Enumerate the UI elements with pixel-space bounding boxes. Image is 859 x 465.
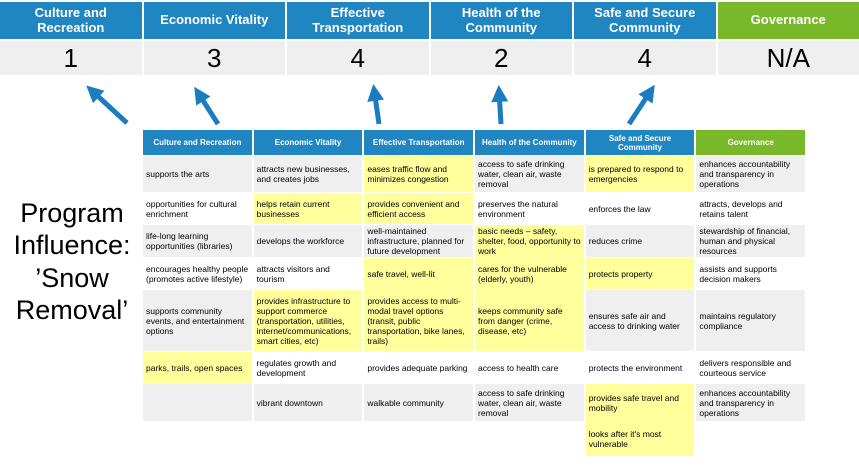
matrix-cell <box>586 290 695 351</box>
matrix-cell <box>143 258 252 289</box>
matrix-cell <box>254 193 363 224</box>
matrix-cell-text: protects property <box>588 268 653 279</box>
matrix-row <box>143 156 805 192</box>
matrix-cell <box>475 352 584 383</box>
matrix-cell-text: keeps community safe from danger (crime, disease, etc) <box>478 305 563 336</box>
matrix-cell-text: attracts new businesses, and creates jobs <box>256 164 350 184</box>
matrix-cell <box>696 156 805 192</box>
matrix-cell <box>696 422 805 456</box>
matrix-cell-text: enforces the law <box>588 203 651 214</box>
matrix-cell-text: regulates growth and development <box>256 357 337 378</box>
matrix-cell <box>254 156 363 192</box>
matrix-cell-text: provides convenient and efficient access <box>367 198 460 219</box>
matrix-cell <box>586 193 695 224</box>
matrix-cell-text: eases traffic flow and minimizes congestion <box>367 164 449 184</box>
matrix-header-health-of-the-community: Health of the Community <box>475 130 584 155</box>
matrix-cell-text: cares for the vulnerable (elderly, youth) <box>478 263 567 284</box>
matrix-cell-text: opportunities for cultural enrichment <box>146 198 237 219</box>
matrix-cell-text: walkable community <box>367 397 444 408</box>
matrix-cell-text: helps retain current businesses <box>256 198 330 219</box>
matrix-cell-text: supports the arts <box>146 169 210 179</box>
matrix-cell <box>364 384 473 421</box>
matrix-cell <box>475 290 584 351</box>
matrix-cell-text: develops the workforce <box>256 236 345 246</box>
arrow-up-icon <box>499 90 501 124</box>
matrix-cell-text: life-long learning opportunities (libraries) <box>146 231 233 251</box>
matrix-cell <box>475 258 584 289</box>
matrix-cell <box>696 290 805 351</box>
matrix-header-row <box>143 130 805 155</box>
matrix-header-safe-and-secure-community: Safe and Secure Community <box>586 130 695 155</box>
matrix-cell-text: assists and supports decision makers <box>699 263 777 284</box>
matrix-cell-text: looks after it's most vulnerable <box>588 429 662 449</box>
matrix-cell-text: provides adequate parking <box>367 362 468 373</box>
matrix-cell <box>475 384 584 421</box>
matrix-cell <box>143 193 252 224</box>
matrix-row <box>143 384 805 421</box>
matrix-cell-text: attracts visitors and tourism <box>256 263 330 284</box>
matrix-cell-text: maintains regulatory compliance <box>699 310 776 331</box>
summary-score-table <box>0 2 859 75</box>
summary-header-safe-and-secure-community: Safe and Secure Community <box>574 2 716 39</box>
matrix-row <box>143 352 805 383</box>
matrix-cell-text: access to safe drinking water, clean air, waste removal <box>478 387 565 418</box>
matrix-cell <box>586 422 695 456</box>
matrix-cell-text: provides access to multi-modal travel options (transit, public transportation, bike lanes, trails) <box>367 295 465 346</box>
matrix-cell-text: preserves the natural environment <box>478 198 558 219</box>
matrix-cell <box>475 193 584 224</box>
matrix-cell <box>364 352 473 383</box>
matrix-cell <box>696 193 805 224</box>
matrix-row <box>143 258 805 289</box>
summary-score-health-of-the-community: 2 <box>431 41 573 75</box>
matrix-cell-text: access to health care <box>478 362 559 373</box>
matrix-header-governance: Governance <box>696 130 805 155</box>
matrix-cell <box>586 384 695 421</box>
arrow-up-icon <box>374 89 379 124</box>
matrix-cell-text: is prepared to respond to emergencies <box>588 164 684 184</box>
summary-score-culture-and-recreation: 1 <box>0 41 142 75</box>
matrix-cell-text: enhances accountability and transparency in operations <box>699 159 791 189</box>
matrix-cell <box>475 422 584 456</box>
matrix-cell <box>586 225 695 257</box>
matrix-cell-text: parks, trails, open spaces <box>146 362 243 373</box>
matrix-cell <box>475 225 584 257</box>
matrix-cell <box>696 384 805 421</box>
summary-header-health-of-the-community: Health of the Community <box>431 2 573 39</box>
matrix-cell <box>586 258 695 289</box>
matrix-cell <box>586 352 695 383</box>
matrix-cell <box>364 258 473 289</box>
matrix-cell-text: basic needs – safety, shelter, food, opportunity to work <box>478 226 581 256</box>
matrix-cell <box>364 422 473 456</box>
matrix-cell <box>143 225 252 257</box>
matrix-cell <box>364 290 473 351</box>
matrix-cell-text: enhances accountability and transparency in operations <box>699 387 791 418</box>
matrix-cell <box>475 156 584 192</box>
matrix-cell-text: access to safe drinking water, clean air, waste removal <box>478 159 565 189</box>
matrix-cell <box>364 156 473 192</box>
summary-header-row <box>0 2 859 39</box>
matrix-row <box>143 422 805 456</box>
summary-score-governance: N/A <box>718 41 859 75</box>
arrow-up-icon <box>90 89 127 123</box>
matrix-row <box>143 193 805 224</box>
summary-score-effective-transportation: 4 <box>287 41 429 75</box>
matrix-cell-text: protects the environment <box>588 362 683 373</box>
matrix-cell-text: well-maintained infrastructure, planned for future development <box>367 226 465 256</box>
matrix-cell-text: encourages healthy people (promotes active lifestyle) <box>146 263 249 284</box>
arrow-up-icon <box>197 91 218 124</box>
matrix-row <box>143 290 805 351</box>
summary-score-economic-vitality: 3 <box>144 41 286 75</box>
arrow-up-icon <box>629 89 652 124</box>
matrix-cell <box>364 225 473 257</box>
matrix-cell <box>364 193 473 224</box>
program-influence-title: Program Influence: ’Snow Removal’ <box>13 198 131 326</box>
matrix-cell <box>254 225 363 257</box>
matrix-cell <box>143 384 252 421</box>
matrix-cell <box>254 384 363 421</box>
matrix-cell <box>143 156 252 192</box>
matrix-header-effective-transportation: Effective Transportation <box>364 130 473 155</box>
matrix-cell-text: delivers responsible and courteous service <box>699 357 792 378</box>
matrix-cell-text: vibrant downtown <box>256 397 323 408</box>
influence-arrows <box>0 75 859 133</box>
matrix-body <box>143 156 805 456</box>
matrix-cell <box>696 258 805 289</box>
matrix-cell-text: stewardship of financial, human and physical resources <box>699 226 791 256</box>
matrix-cell <box>143 352 252 383</box>
matrix-cell <box>254 258 363 289</box>
matrix-header-culture-and-recreation: Culture and Recreation <box>143 130 252 155</box>
matrix-cell <box>254 352 363 383</box>
matrix-row <box>143 225 805 257</box>
summary-header-culture-and-recreation: Culture and Recreation <box>0 2 142 39</box>
matrix-cell-text: attracts, develops and retains talent <box>699 198 783 219</box>
summary-header-effective-transportation: Effective Transportation <box>287 2 429 39</box>
matrix-header-economic-vitality: Economic Vitality <box>254 130 363 155</box>
matrix-cell-text: ensures safe air and access to drinking water <box>588 310 680 331</box>
matrix-cell-text: provides infrastructure to support commerce (transportation, utilities, internet/communications, smart cities, etc) <box>256 295 352 346</box>
matrix-cell-text: safe travel, well-lit <box>367 268 435 279</box>
matrix-cell <box>143 290 252 351</box>
summary-score-row <box>0 41 859 75</box>
matrix-cell <box>696 352 805 383</box>
summary-header-governance: Governance <box>718 2 859 39</box>
matrix-cell <box>254 290 363 351</box>
summary-score-safe-and-secure-community: 4 <box>574 41 716 75</box>
matrix-cell <box>143 422 252 456</box>
matrix-cell-text: provides safe travel and mobility <box>588 392 679 413</box>
matrix-cell-text: reduces crime <box>588 236 643 246</box>
matrix-cell <box>586 156 695 192</box>
matrix-cell <box>254 422 363 456</box>
criteria-matrix-table <box>143 130 805 456</box>
matrix-cell <box>696 225 805 257</box>
matrix-cell-text: supports community events, and entertainment options <box>146 305 245 336</box>
summary-header-economic-vitality: Economic Vitality <box>144 2 286 39</box>
